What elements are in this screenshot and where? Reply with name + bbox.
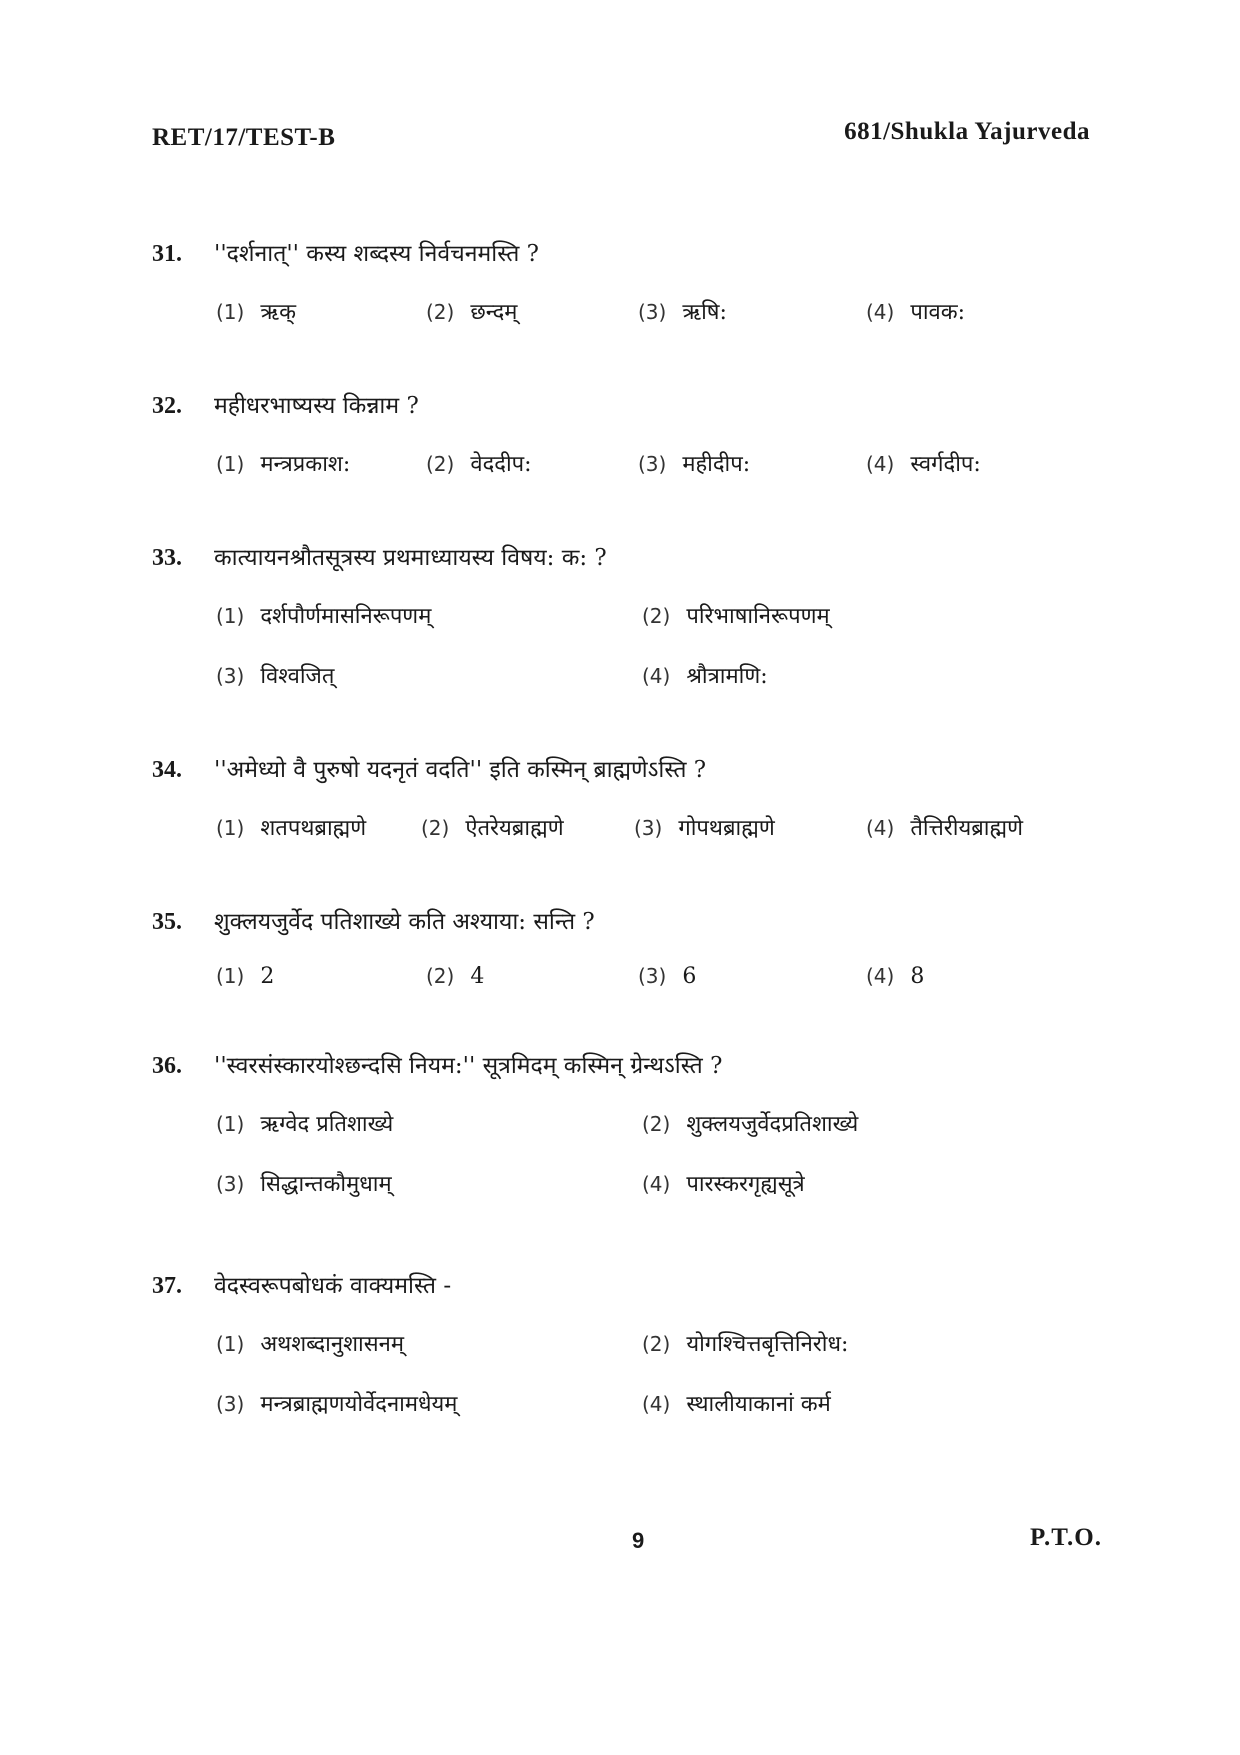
question-31 [152, 236, 1102, 356]
option-2: (2) योगश्चित्तबृत्तिनिरोध: [642, 1332, 849, 1357]
option-3: (3) विश्वजित् [216, 664, 335, 689]
option-1: (1) ऋग्वेद प्रतिशाख्ये [216, 1112, 394, 1137]
option-4: (4) स्थालीयाकानां कर्म [642, 1392, 831, 1417]
option-4: (4) श्रौत्रामणि: [642, 664, 768, 689]
option-3: (3) महीदीप: [638, 452, 751, 477]
option-1: (1) ऋक् [216, 300, 297, 325]
option-1: (1) दर्शपौर्णमासनिरूपणम् [216, 604, 432, 629]
question-text: ''दर्शनात्'' कस्य शब्दस्य निर्वचनमस्ति ? [214, 241, 539, 267]
subject-title: 681/Shukla Yajurveda [844, 118, 1090, 145]
options [216, 1328, 1102, 1448]
question-37 [152, 1268, 1102, 1448]
option-2: (2) शुक्लयजुर्वेदप्रतिशाख्ये [642, 1112, 859, 1137]
question-34 [152, 752, 1102, 872]
option-4: (4) पावक: [866, 300, 966, 325]
option-4: (4) स्वर्गदीप: [866, 452, 981, 477]
options [216, 1108, 1102, 1228]
question-number: 31. [152, 241, 182, 267]
question-text: शुक्लयजुर्वेद पतिशाख्ये कति अश्याया: सन्ति ? [214, 909, 595, 935]
options [216, 964, 1102, 1024]
page-number: 9 [632, 1528, 645, 1553]
question-number: 37. [152, 1273, 182, 1299]
paper-code: RET/17/TEST-B [152, 124, 336, 151]
option-3: (3) सिद्धान्तकौमुधाम् [216, 1172, 392, 1197]
options [216, 600, 1102, 720]
option-1: (1) 2 [216, 964, 275, 989]
option-4: (4) 8 [866, 964, 925, 989]
pto-label: P.T.O. [1030, 1524, 1102, 1551]
option-2: (2) परिभाषानिरूपणम् [642, 604, 830, 629]
option-1: (1) अथशब्दानुशासनम् [216, 1332, 404, 1357]
option-3: (3) गोपथब्राह्मणे [634, 816, 775, 841]
option-2: (2) ऐतरेयब्राह्मणे [421, 816, 564, 841]
option-1: (1) शतपथब्राह्मणे [216, 816, 367, 841]
question-text: ''अमेध्यो वै पुरुषो यदनृतं वदति'' इति कस्मिन् ब्राह्मणेऽस्ति ? [214, 757, 707, 783]
option-4: (4) पारस्करगृह्यसूत्रे [642, 1172, 805, 1197]
question-number: 32. [152, 393, 182, 419]
option-2: (2) 4 [426, 964, 485, 989]
options [216, 812, 1102, 872]
question-33 [152, 540, 1102, 720]
question-number: 35. [152, 909, 182, 935]
options [216, 296, 1102, 356]
option-1: (1) मन्त्रप्रकाश: [216, 452, 351, 477]
options [216, 448, 1102, 508]
question-text: ''स्वरसंस्कारयोश्छन्दसि नियम:'' सूत्रमिदम् कस्मिन् ग्रेन्थऽस्ति ? [214, 1053, 723, 1079]
question-35 [152, 904, 1102, 1024]
question-number: 33. [152, 545, 182, 571]
option-3: (3) मन्त्रब्राह्मणयोर्वेदनामधेयम् [216, 1392, 458, 1417]
question-text: महीधरभाष्यस्य किन्नाम ? [214, 393, 419, 419]
option-2: (2) छन्दम् [426, 300, 518, 325]
question-32 [152, 388, 1102, 508]
question-text: कात्यायनश्रौतसूत्रस्य प्रथमाध्यायस्य विषय: क: ? [214, 545, 607, 571]
option-3: (3) ऋषि: [638, 300, 727, 325]
option-4: (4) तैत्तिरीयब्राह्मणे [866, 816, 1024, 841]
question-text: वेदस्वरूपबोधकं वाक्यमस्ति - [214, 1273, 452, 1299]
question-number: 36. [152, 1053, 182, 1079]
question-number: 34. [152, 757, 182, 783]
question-36 [152, 1048, 1102, 1228]
option-3: (3) 6 [638, 964, 697, 989]
option-2: (2) वेददीप: [426, 452, 532, 477]
